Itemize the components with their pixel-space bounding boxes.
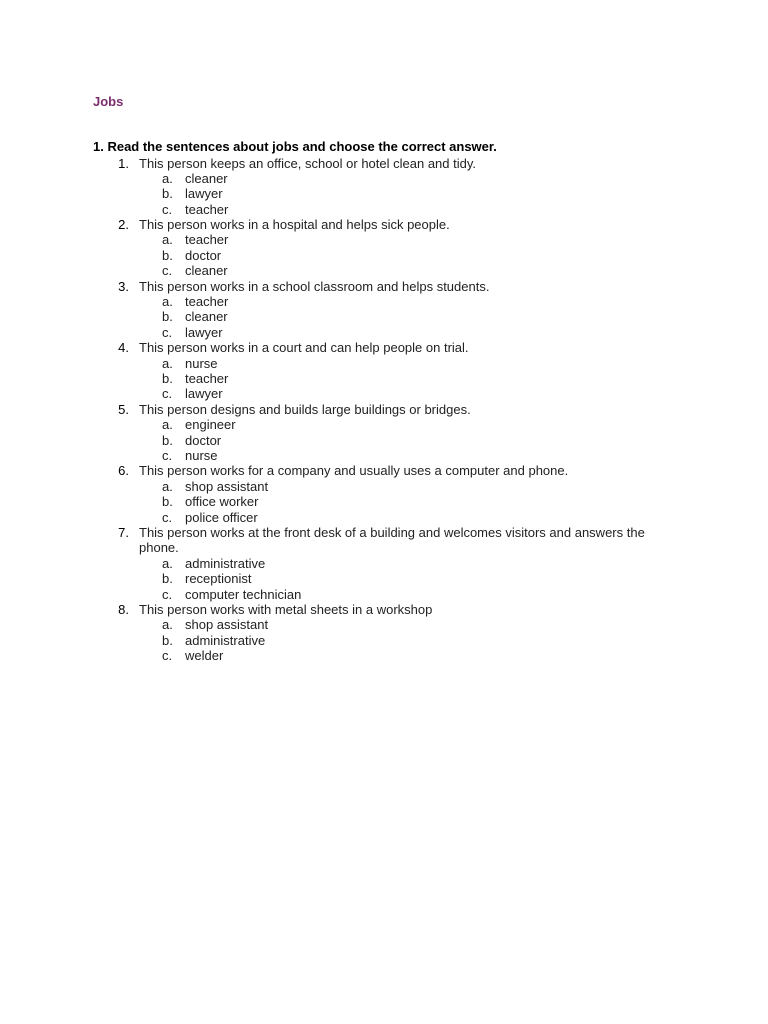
option-letter: a. [162,555,173,571]
question-text: This person works in a school classroom and helps students. [139,278,490,294]
option-letter: c. [162,263,173,279]
option-text: teacher [185,294,229,310]
option-letter: a. [162,294,173,310]
option-text: office worker [185,494,259,510]
answer-option [0,202,768,217]
answer-option [0,587,768,602]
answer-options [0,232,768,278]
answer-options [0,617,768,663]
answer-option [0,448,768,463]
answer-option [0,294,768,309]
answer-option [0,494,768,509]
option-text: welder [185,648,224,664]
option-text: nurse [185,355,218,371]
option-text: teacher [185,371,229,387]
option-letter: a. [162,355,173,371]
question-number: 7. [118,524,129,540]
answer-option [0,571,768,586]
option-text: computer technician [185,586,302,602]
option-letter: c. [162,509,173,525]
answer-options [0,556,768,602]
question-item [0,402,768,464]
option-letter: c. [162,586,173,602]
answer-option [0,232,768,247]
answer-option [0,633,768,648]
question-text: This person works in a hospital and helps sick people. [139,217,450,233]
option-text: administrative [185,555,266,571]
question-number: 8. [118,601,129,617]
option-letter: c. [162,648,173,664]
question-item [0,525,768,602]
option-letter: c. [162,448,173,463]
question-item [0,340,768,402]
answer-option [0,386,768,401]
answer-option [0,371,768,386]
option-text: doctor [185,432,222,448]
option-text: shop assistant [185,478,269,494]
option-text: lawyer [185,324,223,340]
question-text: This person works for a company and usually uses a computer and phone. [139,463,569,479]
answer-options [0,479,768,525]
option-letter: b. [162,309,173,325]
option-text: nurse [185,448,218,463]
option-letter: a. [162,170,173,186]
answer-option [0,433,768,448]
option-text: cleaner [185,263,228,279]
answer-option [0,510,768,525]
document-title: Jobs [93,94,124,109]
answer-option [0,171,768,186]
option-text: cleaner [185,170,228,186]
option-letter: b. [162,632,173,648]
answer-options [0,171,768,217]
question-text: This person works with metal sheets in a workshop [139,601,433,617]
question-number: 5. [118,401,129,417]
option-letter: c. [162,324,173,340]
answer-option [0,556,768,571]
option-text: lawyer [185,186,223,202]
option-letter: a. [162,232,173,248]
option-letter: c. [162,201,173,217]
answer-option [0,248,768,263]
answer-option [0,325,768,340]
option-text: shop assistant [185,617,269,633]
answer-options [0,417,768,463]
question-text: This person keeps an office, school or hotel clean and tidy. [139,155,476,171]
question-number: 1. [118,155,129,171]
answer-option [0,186,768,201]
question-text: This person works at the front desk of a building and welcomes visitors and answers the phone. [139,524,645,556]
answer-options [0,356,768,402]
question-number: 3. [118,278,129,294]
question-item [0,279,768,341]
question-text: This person designs and builds large buildings or bridges. [139,401,471,417]
option-letter: a. [162,617,173,633]
option-letter: b. [162,494,173,510]
option-letter: a. [162,417,173,433]
option-text: teacher [185,201,229,217]
answer-option [0,263,768,278]
question-number: 2. [118,217,129,233]
answer-option [0,309,768,324]
option-letter: b. [162,432,173,448]
answer-option [0,617,768,632]
option-text: police officer [185,509,258,525]
option-letter: c. [162,386,173,402]
answer-option [0,356,768,371]
option-letter: b. [162,247,173,263]
option-letter: b. [162,571,173,587]
option-text: cleaner [185,309,228,325]
question-number: 4. [118,340,129,356]
option-letter: b. [162,371,173,387]
question-item [0,463,768,525]
question-number: 6. [118,463,129,479]
answer-option [0,417,768,432]
question-item [0,602,768,664]
option-text: teacher [185,232,229,248]
option-letter: b. [162,186,173,202]
answer-option [0,479,768,494]
exercise-heading: 1. Read the sentences about jobs and choose the correct answer. [93,139,497,154]
option-text: doctor [185,247,222,263]
option-text: administrative [185,632,266,648]
option-text: receptionist [185,571,252,587]
question-item [0,217,768,279]
question-list [0,156,768,664]
option-text: lawyer [185,386,223,402]
question-text: This person works in a court and can help people on trial. [139,340,469,356]
question-item [0,156,768,218]
option-letter: a. [162,478,173,494]
answer-options [0,294,768,340]
option-text: engineer [185,417,236,433]
answer-option [0,648,768,663]
